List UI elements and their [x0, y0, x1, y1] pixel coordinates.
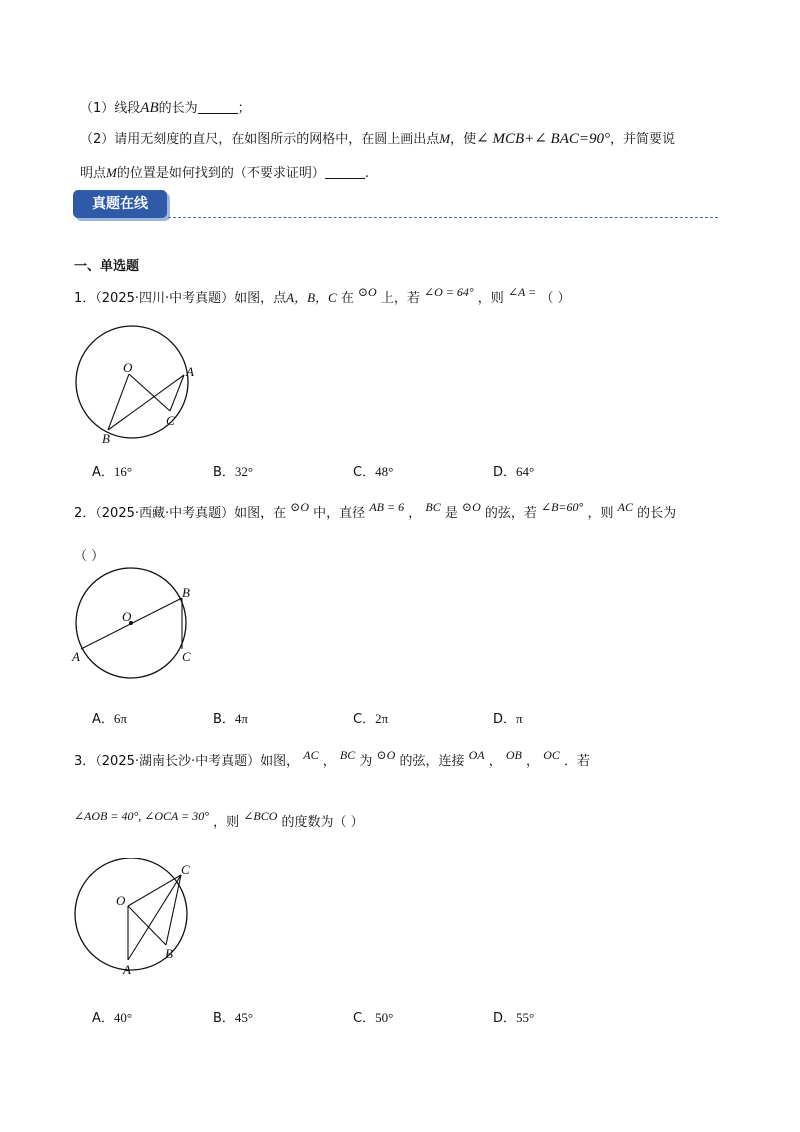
q2-label-c: C — [182, 649, 191, 664]
option-label: A． — [92, 1011, 114, 1026]
q2-stem — [74, 502, 676, 521]
q2-source: （2025·西藏·中考真题）如图，在 — [95, 506, 287, 521]
q3-text-4: ，则 — [213, 815, 240, 830]
part2-end: ，并简要说 — [610, 132, 676, 147]
q2-option-d[interactable] — [493, 708, 523, 727]
q1-points: A，B，C — [286, 290, 337, 305]
q1-option-c[interactable] — [353, 461, 393, 480]
answer-blank — [198, 101, 238, 114]
q2-circle-2: ⊙O — [462, 500, 481, 514]
option-value: 6π — [113, 711, 127, 726]
option-value: π — [516, 711, 523, 726]
q2-text-6: 的长为 — [637, 506, 677, 521]
q3-source: （2025·湖南长沙·中考真题）如图， — [95, 754, 300, 769]
part1-var: AB — [140, 100, 159, 116]
option-value: 45° — [234, 1010, 254, 1025]
q2-cond2: ∠B=60° — [541, 500, 584, 514]
q2-label-b: B — [182, 585, 190, 600]
option-label: D． — [493, 1011, 517, 1026]
q3-figure — [68, 858, 203, 983]
q3-option-d[interactable] — [493, 1007, 534, 1026]
q3-seg-oa: OA — [468, 748, 485, 762]
q3-seg-bc: BC — [339, 748, 356, 762]
q2-option-b[interactable] — [213, 708, 248, 727]
q3-seg-ob: OB — [505, 748, 522, 762]
part2-line2-end: . — [364, 166, 370, 181]
q3-segment-oc — [128, 875, 181, 906]
q3-label-c: C — [181, 862, 190, 877]
q1-condition: ∠O = 64° — [424, 285, 474, 299]
option-value: 64° — [516, 464, 535, 479]
q3-number: 3． — [74, 754, 96, 769]
q1-stem — [74, 287, 571, 306]
q1-label-a: A — [186, 364, 194, 379]
q1-segment-oc — [129, 374, 170, 411]
q2-text-2: ， — [408, 506, 422, 521]
part2-formula: ∠ MCB+∠ BAC=90° — [476, 131, 611, 147]
q1-text: 在 — [340, 291, 354, 306]
q2-option-a[interactable] — [92, 708, 127, 727]
option-value: 16° — [113, 464, 133, 479]
q3-segment-ob — [128, 906, 166, 945]
q3-text-5: 的度数为（ ） — [281, 815, 364, 830]
q1-label-o: O — [123, 360, 133, 375]
part2-line1 — [80, 128, 675, 148]
q2-chord: BC — [425, 500, 441, 514]
option-label: D． — [493, 712, 517, 727]
option-value: 4π — [234, 711, 248, 726]
q3-condition: ∠AOB = 40°, ∠OCA = 30° — [74, 809, 210, 823]
q2-option-c[interactable] — [353, 708, 388, 727]
q3-seg-ac: AC — [303, 748, 319, 762]
q3-option-a[interactable] — [92, 1007, 132, 1026]
q1-option-a[interactable] — [92, 461, 132, 480]
q3-option-c[interactable] — [353, 1007, 393, 1026]
option-label: B． — [213, 465, 235, 480]
answer-blank-2 — [325, 166, 365, 179]
q1-text-3: ，则 — [477, 291, 504, 306]
q3-text-3: ．若 — [564, 754, 591, 769]
q3-seg-oc: OC — [543, 748, 560, 762]
q1-option-b[interactable] — [213, 461, 253, 480]
option-label: B． — [213, 712, 235, 727]
section-heading: 一、单选题 — [74, 259, 140, 274]
option-value: 32° — [234, 464, 254, 479]
option-value: 40° — [113, 1010, 133, 1025]
q3-label-a: A — [123, 962, 131, 977]
q1-segment-ob — [108, 374, 129, 430]
q3-stem — [74, 750, 590, 769]
q3-stem-2 — [74, 811, 364, 830]
q3-circle: ⊙O — [376, 748, 396, 762]
q3-ask: ∠BCO — [243, 809, 278, 823]
part1-prefix: （1）线段 — [80, 101, 141, 116]
q2-label-o: O — [122, 609, 132, 624]
q1-source: （2025·四川·中考真题）如图，点 — [95, 291, 287, 306]
q2-label-a: A — [72, 649, 80, 664]
q1-text-2: 上，若 — [380, 291, 420, 306]
part2-line2-prefix: 明点 — [80, 166, 107, 181]
q3-label-o: O — [116, 893, 126, 908]
part1-suffix: 的长为 — [158, 101, 198, 116]
q3-comma: ， — [322, 754, 336, 769]
q2-figure — [70, 565, 205, 690]
q3-comma-3: ， — [526, 754, 540, 769]
q2-text-3: 是 — [444, 506, 458, 521]
option-value: 2π — [375, 711, 389, 726]
q3-text-2: 的弦，连接 — [399, 754, 465, 769]
q2-text: 中，直径 — [313, 506, 366, 521]
var-m-2: M — [106, 165, 117, 180]
q1-paren: （ ） — [540, 291, 571, 306]
q1-number: 1． — [74, 291, 96, 306]
q1-figure — [70, 320, 200, 450]
q2-text-4: 的弦，若 — [484, 506, 537, 521]
part2-prefix: （2）请用无刻度的直尺，在如图所示的网格中，在圆上画出点 — [80, 132, 440, 147]
option-label: C． — [353, 1011, 376, 1026]
q2-arc: AC — [617, 500, 633, 514]
part2-mid: ，使 — [450, 132, 477, 147]
q3-option-b[interactable] — [213, 1007, 253, 1026]
option-label: A． — [92, 712, 114, 727]
var-m: M — [439, 131, 451, 146]
part2-line2 — [80, 162, 369, 181]
part1-line — [80, 97, 251, 117]
q1-label-b: B — [102, 431, 110, 446]
section-divider — [168, 217, 718, 218]
q1-circle: ⊙O — [358, 285, 377, 299]
q3-chord-ac — [128, 875, 181, 960]
q2-cond1: AB = 6 — [369, 500, 405, 514]
q2-paren: （ ） — [74, 549, 105, 564]
q2-circle: ⊙O — [290, 500, 310, 514]
q1-ask: ∠A = — [507, 285, 537, 299]
q2-text-5: ，则 — [587, 506, 614, 521]
option-label: D． — [493, 465, 517, 480]
option-value: 50° — [375, 1010, 394, 1025]
option-label: C． — [353, 712, 376, 727]
q3-text: 为 — [359, 754, 373, 769]
q3-comma-2: ， — [488, 754, 502, 769]
option-label: B． — [213, 1011, 235, 1026]
q2-number: 2． — [74, 506, 96, 521]
q3-chord-bc — [166, 875, 181, 945]
q1-option-d[interactable] — [493, 461, 534, 480]
q1-label-c: C — [166, 413, 175, 428]
option-value: 55° — [516, 1010, 535, 1025]
option-value: 48° — [375, 464, 394, 479]
q3-label-b: B — [165, 946, 173, 961]
part2-line2-mid: 的位置是如何找到的（不要求证明） — [116, 166, 325, 181]
option-label: C． — [353, 465, 376, 480]
section-badge: 真题在线 — [73, 190, 167, 218]
part1-end: ； — [237, 101, 251, 116]
option-label: A． — [92, 465, 114, 480]
